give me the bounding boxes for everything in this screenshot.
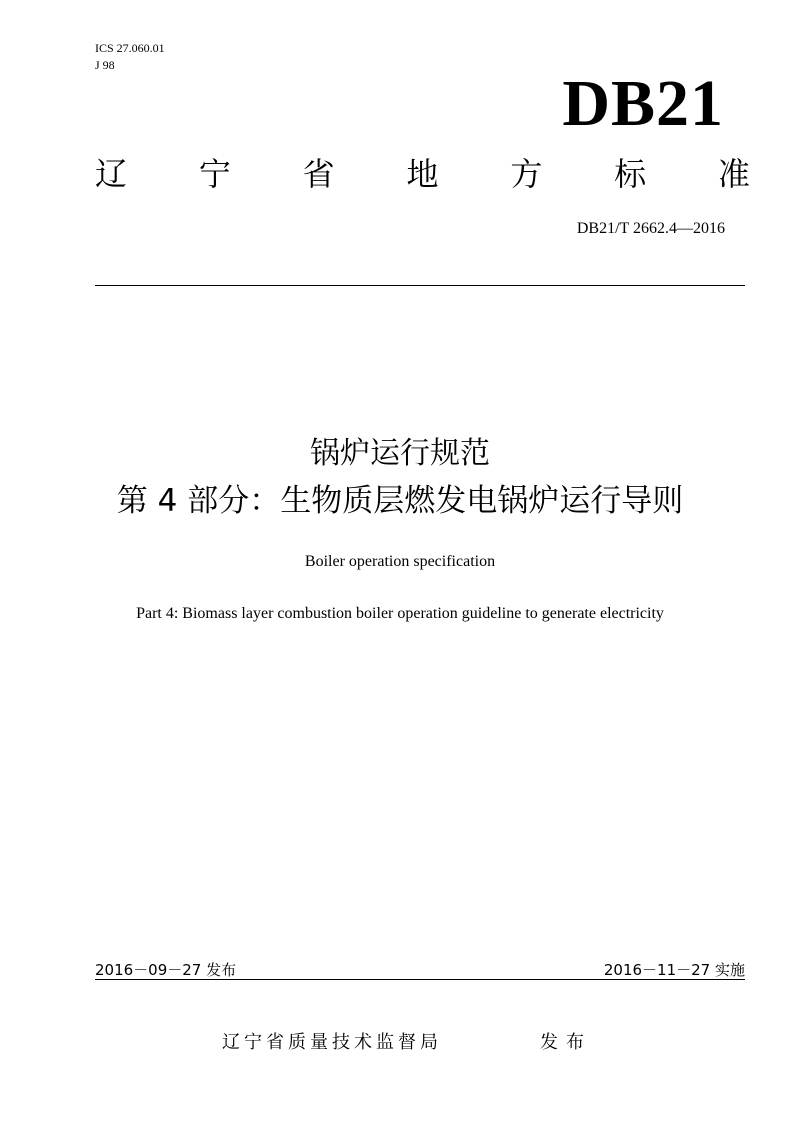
ccs-code: J 98 [95,58,115,72]
standard-code: DB21 [562,67,724,140]
chinese-title-line2: 第 4 部分：生物质层燃发电锅炉运行导则 [116,483,684,519]
standard-type-title [95,152,750,196]
standard-type-char: 省 [302,155,335,193]
standard-type-char: 标 [614,155,647,193]
standard-type-char: 地 [406,155,439,193]
date-row [95,960,745,982]
date-divider [95,979,745,980]
standard-type-char: 宁 [198,155,231,193]
standard-type-char: 辽 [95,155,128,193]
issue-label: 发布 [540,1032,592,1053]
issuing-authority: 辽宁省质量技术监督局 [222,1032,442,1053]
english-title-line2: Part 4: Biomass layer combustion boiler operation guideline to generate electricity [136,605,664,622]
ics-classification [95,40,165,74]
chinese-title-line1: 锅炉运行规范 [310,436,490,471]
header-divider [95,285,745,286]
standard-number: DB21/T 2662.4—2016 [576,220,725,237]
publish-date: 2016－09－27 发布 [95,961,237,979]
english-title-line1: Boiler operation specification [304,553,496,570]
standard-type-char: 准 [717,155,750,193]
implement-date: 2016－11－27 实施 [603,961,745,979]
standard-type-char: 方 [510,155,543,193]
ics-code: ICS 27.060.01 [95,41,165,55]
